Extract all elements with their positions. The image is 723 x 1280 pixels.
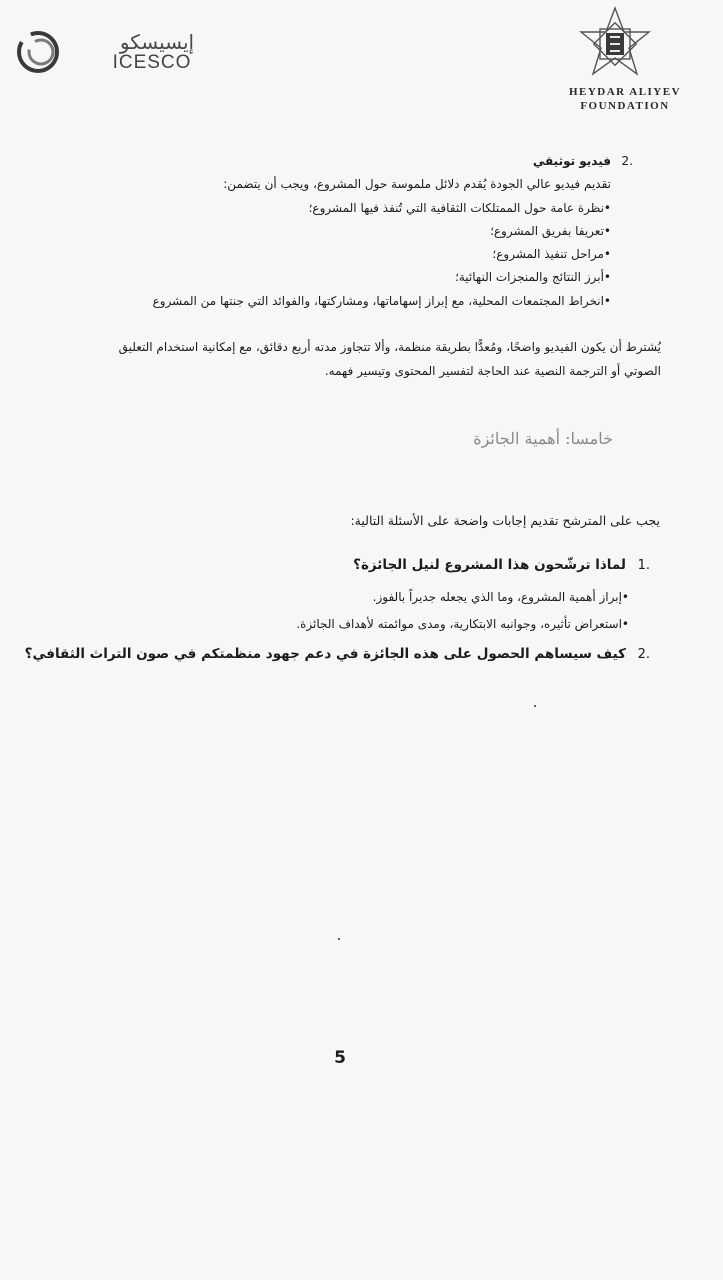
icesco-english-name: ICESCO xyxy=(112,52,192,73)
section-2-bullet: •مراحل تنفيذ المشروع؛ xyxy=(492,247,611,261)
question-1-bullet: •إبراز أهمية المشروع، وما الذي يجعله جديراً بالفوز. xyxy=(372,590,629,604)
section-2-bullet: •نظرة عامة حول الممتلكات الثقافية التي تُنفذ فيها المشروع؛ xyxy=(308,201,611,215)
question-1-text: لماذا ترشّحون هذا المشروع لنيل الجائزة؟ xyxy=(353,557,626,573)
video-condition-line2: الصوتي أو الترجمة النصية عند الحاجة لتفسير المحتوى وتيسير فهمه. xyxy=(324,364,661,378)
video-condition-line1: يُشترط أن يكون الفيديو واضحًا، ومُعدًّا بطريقة منظمة، وألا تتجاوز مدته أربع دقائق، مع إمكانية استخدام التعليق xyxy=(118,340,661,354)
section-2-line: تقديم فيديو عالي الجودة يُقدم دلائل ملموسة حول المشروع، ويجب أن يتضمن: xyxy=(223,177,611,191)
foundation-name-line1: HEYDAR ALIYEV xyxy=(568,86,682,98)
question-2-number: 2. xyxy=(637,647,650,662)
section-2-number: 2. xyxy=(621,154,633,168)
section-2-title: فيديو توثيقي xyxy=(532,154,611,168)
scan-speck xyxy=(338,938,340,940)
scan-speck xyxy=(534,705,536,707)
foundation-name-line2: FOUNDATION xyxy=(580,100,670,112)
icesco-logo-icon xyxy=(12,28,70,76)
section-2-bullet: •انخراط المجتمعات المحلية، مع إبراز إسهاماتها، ومشاركتها، والفوائد التي جنتها من المشروع xyxy=(152,294,611,308)
section-2-bullet: •أبرز النتائج والمنجزات النهائية؛ xyxy=(455,270,611,284)
question-2-text: كيف سيساهم الحصول على هذه الجائزة في دعم جهود منظمتكم في صون التراث الثقافي؟ xyxy=(24,646,626,662)
page-number: 5 xyxy=(334,1048,346,1068)
section-5-handwritten-heading: خامسا: أهمية الجائزة xyxy=(473,429,613,448)
question-1-number: 1. xyxy=(637,558,650,573)
heydar-aliyev-foundation-emblem-icon xyxy=(566,6,664,84)
questions-intro: يجب على المترشح تقديم إجابات واضحة على الأسئلة التالية: xyxy=(350,513,660,528)
icesco-arabic-name: إيسيسكو xyxy=(119,30,195,54)
question-1-bullet: •استعراض تأثيره، وجوانبه الابتكارية، ومدى موائمته لأهداف الجائزة. xyxy=(296,617,629,631)
section-2-bullet: •تعريفا بفريق المشروع؛ xyxy=(490,224,611,238)
